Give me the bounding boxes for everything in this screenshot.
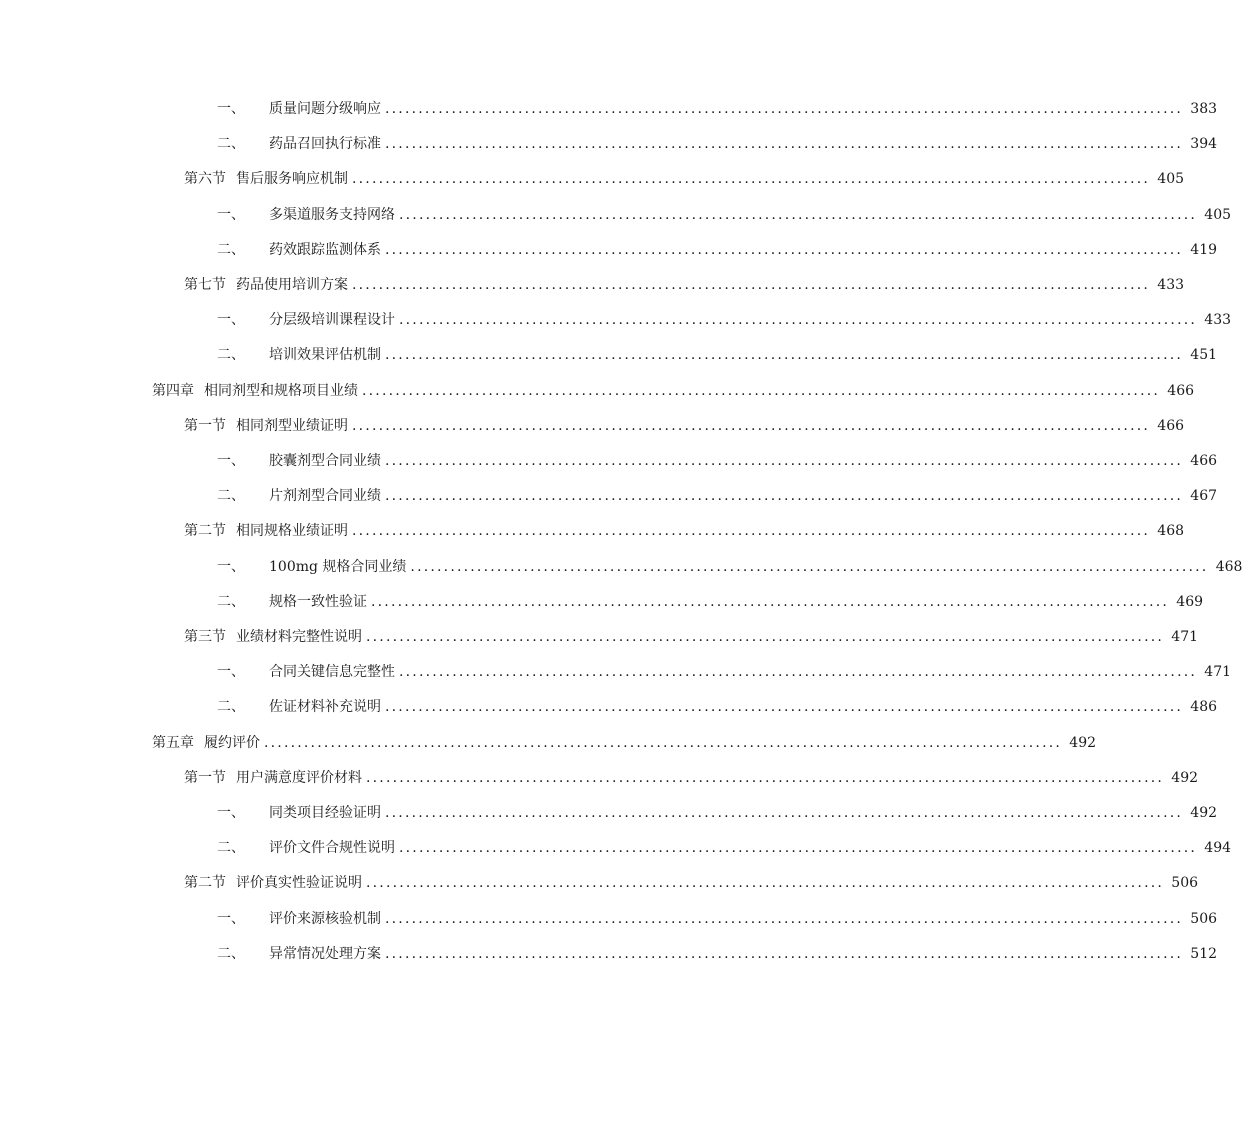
dot-leader: ........................................................................................................................ bbox=[385, 136, 1184, 152]
toc-entry-prefix: 第四章 bbox=[152, 383, 194, 399]
toc-entry-level-2[interactable] bbox=[184, 869, 1199, 897]
toc-entry-page-number: 468 bbox=[1215, 559, 1242, 575]
toc-entry-page-number: 471 bbox=[1171, 629, 1199, 645]
dot-leader: ........................................................................................................................ bbox=[399, 207, 1198, 223]
toc-entry-label bbox=[184, 165, 348, 193]
toc-entry-level-2[interactable] bbox=[184, 517, 1185, 545]
toc-entry-level-3[interactable] bbox=[217, 588, 1204, 616]
toc-entry-title: 药品召回执行标准 bbox=[269, 136, 381, 152]
toc-entry-label bbox=[217, 341, 381, 369]
toc-entry-label bbox=[152, 377, 358, 405]
toc-entry-title: 质量问题分级响应 bbox=[269, 101, 381, 117]
toc-entry-level-3[interactable] bbox=[217, 658, 1232, 686]
dot-leader: ........................................................................................................................ bbox=[385, 488, 1184, 504]
toc-entry-level-3[interactable] bbox=[217, 905, 1218, 933]
toc-entry-title: 胶囊剂型合同业绩 bbox=[269, 453, 381, 469]
toc-entry-page-number: 383 bbox=[1190, 101, 1218, 117]
toc-entry-level-2[interactable] bbox=[184, 165, 1185, 193]
toc-entry-title: 药品使用培训方案 bbox=[236, 277, 348, 293]
toc-entry-title: 药效跟踪监测体系 bbox=[269, 242, 381, 258]
toc-entry-level-2[interactable] bbox=[184, 623, 1199, 651]
toc-entry-page-number: 466 bbox=[1167, 383, 1195, 399]
toc-entry-level-1[interactable] bbox=[152, 729, 1097, 757]
toc-entry-level-3[interactable] bbox=[217, 834, 1232, 862]
dot-leader: ........................................................................................................................ bbox=[399, 840, 1198, 856]
toc-entry-page-number: 506 bbox=[1190, 911, 1218, 927]
toc-entry-title: 业绩材料完整性说明 bbox=[236, 629, 362, 645]
toc-entry-label bbox=[217, 588, 367, 616]
toc-entry-title: 相同剂型业绩证明 bbox=[236, 418, 348, 434]
toc-entry-prefix: 二、 bbox=[217, 946, 245, 962]
toc-entry-level-3[interactable] bbox=[217, 799, 1218, 827]
toc-entry-title: 评价来源核验机制 bbox=[269, 911, 381, 927]
toc-entry-page-number: 394 bbox=[1190, 136, 1218, 152]
dot-leader: ........................................................................................................................ bbox=[385, 453, 1184, 469]
dot-leader: ........................................................................................................................ bbox=[385, 242, 1184, 258]
toc-entry-prefix: 第二节 bbox=[184, 875, 226, 891]
toc-entry-title: 片剂剂型合同业绩 bbox=[269, 488, 381, 504]
toc-entry-level-3[interactable] bbox=[217, 447, 1218, 475]
toc-entry-level-3[interactable] bbox=[217, 693, 1218, 721]
toc-entry-prefix: 一、 bbox=[217, 207, 245, 223]
toc-entry-page-number: 467 bbox=[1190, 488, 1218, 504]
toc-entry-page-number: 468 bbox=[1157, 523, 1185, 539]
dot-leader: ........................................................................................................................ bbox=[352, 277, 1151, 293]
toc-entry-label bbox=[184, 764, 362, 792]
toc-entry-prefix: 第三节 bbox=[184, 629, 226, 645]
toc-entry-level-3[interactable] bbox=[217, 95, 1218, 123]
dot-leader: ........................................................................................................................ bbox=[399, 312, 1198, 328]
toc-entry-label bbox=[217, 834, 395, 862]
toc-entry-level-3[interactable] bbox=[217, 201, 1232, 229]
dot-leader: ........................................................................................................................ bbox=[366, 875, 1165, 891]
dot-leader: ........................................................................................................................ bbox=[366, 770, 1165, 786]
toc-entry-prefix: 一、 bbox=[217, 453, 245, 469]
toc-entry-prefix: 二、 bbox=[217, 840, 245, 856]
toc-entry-level-3[interactable] bbox=[217, 940, 1218, 968]
toc-entry-page-number: 433 bbox=[1204, 312, 1232, 328]
toc-entry-label bbox=[217, 306, 395, 334]
dot-leader: ........................................................................................................................ bbox=[264, 735, 1063, 751]
toc-entry-page-number: 466 bbox=[1190, 453, 1218, 469]
toc-entry-page-number: 492 bbox=[1069, 735, 1097, 751]
toc-entry-title: 培训效果评估机制 bbox=[269, 347, 381, 363]
toc-entry-prefix: 一、 bbox=[217, 911, 245, 927]
toc-entry-prefix: 一、 bbox=[217, 312, 245, 328]
toc-entry-prefix: 二、 bbox=[217, 136, 245, 152]
toc-entry-label bbox=[184, 517, 348, 545]
toc-entry-page-number: 451 bbox=[1190, 347, 1218, 363]
toc-entry-prefix: 二、 bbox=[217, 488, 245, 504]
toc-entry-label bbox=[217, 940, 381, 968]
toc-entry-page-number: 486 bbox=[1190, 699, 1218, 715]
toc-entry-page-number: 419 bbox=[1190, 242, 1218, 258]
toc-entry-label bbox=[152, 729, 260, 757]
toc-entry-title: 多渠道服务支持网络 bbox=[269, 207, 395, 223]
dot-leader: ........................................................................................................................ bbox=[352, 171, 1151, 187]
dot-leader: ........................................................................................................................ bbox=[352, 418, 1151, 434]
toc-entry-page-number: 433 bbox=[1157, 277, 1185, 293]
toc-entry-label bbox=[184, 623, 362, 651]
toc-entry-title: 合同关键信息完整性 bbox=[269, 664, 395, 680]
toc-entry-page-number: 492 bbox=[1190, 805, 1218, 821]
toc-entry-page-number: 494 bbox=[1204, 840, 1232, 856]
toc-entry-label bbox=[217, 95, 381, 123]
toc-entry-prefix: 二、 bbox=[217, 242, 245, 258]
toc-entry-title: 用户满意度评价材料 bbox=[236, 770, 362, 786]
dot-leader: ........................................................................................................................ bbox=[362, 383, 1161, 399]
toc-entry-label bbox=[217, 447, 381, 475]
toc-entry-prefix: 第一节 bbox=[184, 418, 226, 434]
toc-entry-prefix: 第六节 bbox=[184, 171, 226, 187]
dot-leader: ........................................................................................................................ bbox=[385, 805, 1184, 821]
toc-entry-label bbox=[184, 412, 348, 440]
dot-leader: ........................................................................................................................ bbox=[385, 911, 1184, 927]
toc-entry-label bbox=[217, 553, 406, 581]
toc-entry-level-2[interactable] bbox=[184, 764, 1199, 792]
toc-entry-title: 评价文件合规性说明 bbox=[269, 840, 395, 856]
toc-entry-prefix: 第二节 bbox=[184, 523, 226, 539]
toc-entry-page-number: 512 bbox=[1190, 946, 1218, 962]
dot-leader: ........................................................................................................................ bbox=[399, 664, 1198, 680]
toc-entry-label bbox=[217, 658, 395, 686]
dot-leader: ........................................................................................................................ bbox=[385, 347, 1184, 363]
toc-entry-prefix: 一、 bbox=[217, 559, 245, 575]
toc-entry-label bbox=[217, 201, 395, 229]
toc-entry-page-number: 471 bbox=[1204, 664, 1232, 680]
toc-entry-label bbox=[217, 130, 381, 158]
toc-entry-label bbox=[217, 482, 381, 510]
toc-entry-title: 100mg 规格合同业绩 bbox=[269, 559, 407, 575]
dot-leader: ........................................................................................................................ bbox=[410, 559, 1209, 575]
dot-leader: ........................................................................................................................ bbox=[385, 699, 1184, 715]
toc-entry-label bbox=[184, 869, 362, 897]
toc-entry-level-3[interactable] bbox=[217, 341, 1218, 369]
toc-entry-label bbox=[184, 271, 348, 299]
toc-entry-page-number: 405 bbox=[1204, 207, 1232, 223]
toc-entry-prefix: 第一节 bbox=[184, 770, 226, 786]
toc-entry-prefix: 第五章 bbox=[152, 735, 194, 751]
dot-leader: ........................................................................................................................ bbox=[352, 523, 1151, 539]
toc-entry-prefix: 二、 bbox=[217, 699, 245, 715]
toc-entry-level-2[interactable] bbox=[184, 412, 1185, 440]
toc-entry-level-3[interactable] bbox=[217, 130, 1218, 158]
toc-entry-prefix: 一、 bbox=[217, 664, 245, 680]
toc-entry-page-number: 405 bbox=[1157, 171, 1185, 187]
toc-entry-level-3[interactable] bbox=[217, 236, 1218, 264]
toc-entry-title: 异常情况处理方案 bbox=[269, 946, 381, 962]
toc-entry-title: 规格一致性验证 bbox=[269, 594, 367, 610]
dot-leader: ........................................................................................................................ bbox=[371, 594, 1170, 610]
toc-entry-page-number: 469 bbox=[1176, 594, 1204, 610]
toc-entry-level-1[interactable] bbox=[152, 377, 1195, 405]
dot-leader: ........................................................................................................................ bbox=[385, 101, 1184, 117]
toc-entry-prefix: 二、 bbox=[217, 347, 245, 363]
toc-entry-prefix: 一、 bbox=[217, 805, 245, 821]
toc-entry-prefix: 第七节 bbox=[184, 277, 226, 293]
toc-entry-title: 相同规格业绩证明 bbox=[236, 523, 348, 539]
toc-entry-label bbox=[217, 693, 381, 721]
toc-entry-page-number: 492 bbox=[1171, 770, 1199, 786]
toc-entry-page-number: 506 bbox=[1171, 875, 1199, 891]
toc-entry-level-3[interactable] bbox=[217, 306, 1232, 334]
toc-entry-prefix: 一、 bbox=[217, 101, 245, 117]
toc-entry-title: 分层级培训课程设计 bbox=[269, 312, 395, 328]
toc-entry-level-2[interactable] bbox=[184, 271, 1185, 299]
dot-leader: ........................................................................................................................ bbox=[385, 946, 1184, 962]
toc-entry-title: 同类项目经验证明 bbox=[269, 805, 381, 821]
toc-entry-page-number: 466 bbox=[1157, 418, 1185, 434]
toc-entry-label bbox=[217, 905, 381, 933]
toc-entry-title: 售后服务响应机制 bbox=[236, 171, 348, 187]
toc-entry-label bbox=[217, 799, 381, 827]
toc-entry-title: 评价真实性验证说明 bbox=[236, 875, 362, 891]
toc-entry-title: 相同剂型和规格项目业绩 bbox=[204, 383, 358, 399]
toc-entry-level-3[interactable] bbox=[217, 482, 1218, 510]
toc-entry-title: 履约评价 bbox=[204, 735, 260, 751]
dot-leader: ........................................................................................................................ bbox=[366, 629, 1165, 645]
toc-entry-label bbox=[217, 236, 381, 264]
toc-entry-level-3[interactable] bbox=[217, 553, 1242, 581]
toc-entry-title: 佐证材料补充说明 bbox=[269, 699, 381, 715]
toc-entry-prefix: 二、 bbox=[217, 594, 245, 610]
